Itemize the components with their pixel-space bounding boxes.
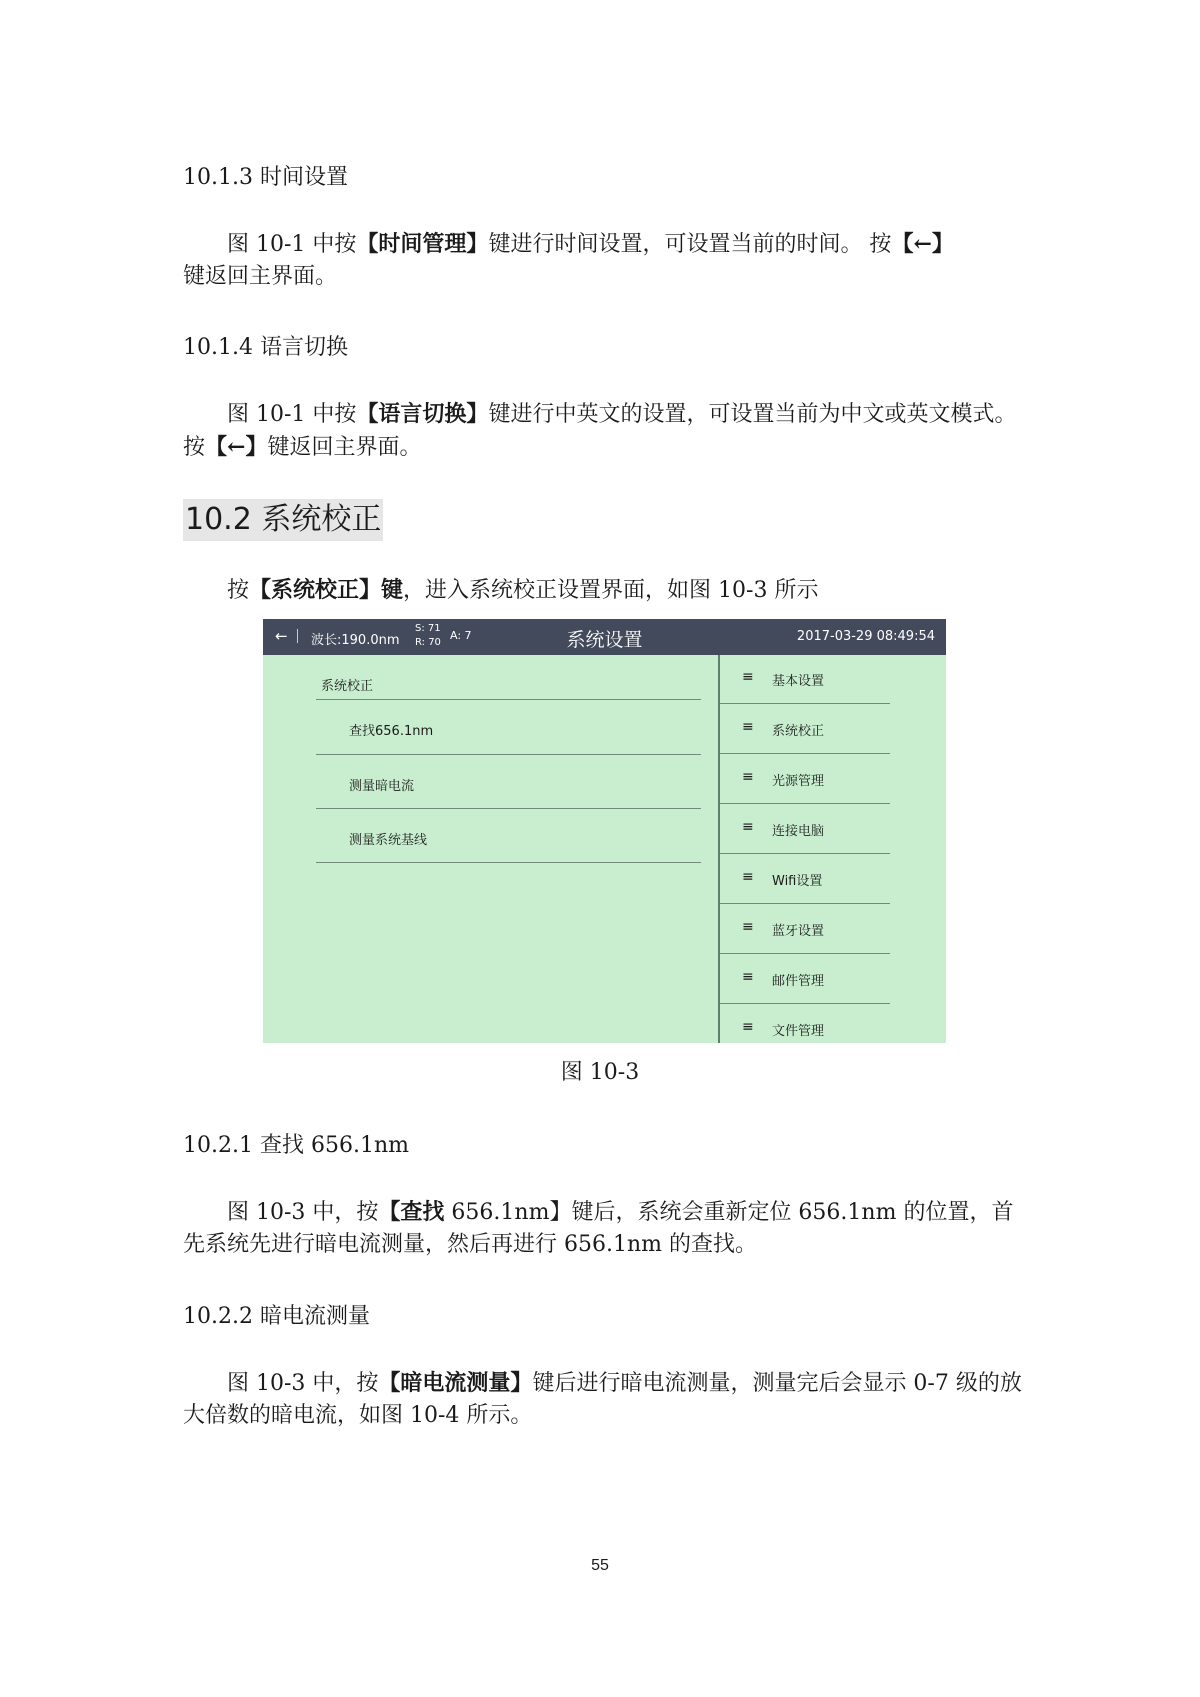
menu-icon: ≡ <box>742 669 754 685</box>
section-heading-10-2-1: 10.2.1 查找 656.1nm <box>183 1133 409 1158</box>
menu-icon: ≡ <box>742 919 754 935</box>
section-heading-10-1-3: 10.1.3 时间设置 <box>183 165 348 190</box>
screen-title: 系统设置 <box>566 629 643 651</box>
option-measure-dark-current[interactable]: 测量暗电流 <box>349 779 415 794</box>
menu-item-wifi[interactable]: ≡ Wifi设置 <box>720 855 890 904</box>
menu-item-bluetooth[interactable]: ≡ 蓝牙设置 <box>720 905 890 954</box>
divider <box>316 699 701 700</box>
signal-readout: S: 71 R: 70 <box>415 623 441 648</box>
back-arrow-icon[interactable]: ← <box>275 627 288 645</box>
paragraph-dark-current: 图 10-3 中，按【暗电流测量】键后进行暗电流测量，测量完后会显示 0-7 级的放大倍数的暗电流，如图 10-4 所示。 <box>183 1370 1022 1428</box>
datetime-readout: 2017-03-29 08:49:54 <box>796 629 935 644</box>
paragraph-find-656nm: 图 10-3 中，按【查找 656.1nm】键后，系统会重新定位 656.1nm 的位置，首先系统先进行暗电流测量，然后再进行 656.1nm 的查找。 <box>183 1199 1014 1257</box>
menu-icon: ≡ <box>742 719 754 735</box>
paragraph-time-setting: 图 10-1 中按【时间管理】键进行时间设置，可设置当前的时间。 按【←】 键返回主界面。 <box>183 231 954 289</box>
divider <box>316 862 701 863</box>
option-find-656nm[interactable]: 查找656.1nm <box>349 724 434 739</box>
calibration-panel-title: 系统校正 <box>321 679 374 694</box>
menu-item-connect-pc[interactable]: ≡ 连接电脑 <box>720 805 890 854</box>
option-measure-baseline[interactable]: 测量系统基线 <box>349 833 428 848</box>
menu-item-mail[interactable]: ≡ 邮件管理 <box>720 955 890 1004</box>
menu-icon: ≡ <box>742 869 754 885</box>
menu-item-basic-settings[interactable]: ≡ 基本设置 <box>720 655 890 704</box>
section-heading-10-2: 10.2 系统校正 <box>183 499 383 541</box>
page-number: 55 <box>591 1557 609 1574</box>
divider <box>316 808 701 809</box>
section-heading-10-1-4: 10.1.4 语言切换 <box>183 335 348 360</box>
menu-item-light-source[interactable]: ≡ 光源管理 <box>720 755 890 804</box>
menu-item-system-calibration[interactable]: ≡ 系统校正 <box>720 705 890 754</box>
wavelength-readout: 波长:190.0nm <box>311 633 400 648</box>
menu-icon: ≡ <box>742 1019 754 1035</box>
divider <box>316 754 701 755</box>
top-bar <box>263 619 946 655</box>
menu-icon: ≡ <box>742 819 754 835</box>
figure-caption: 图 10-3 <box>560 1060 640 1085</box>
paragraph-language-switch: 图 10-1 中按【语言切换】键进行中英文的设置，可设置当前为中文或英文模式。按【←】键返回主界面。 <box>183 401 1017 460</box>
system-settings-screenshot <box>263 619 946 1043</box>
menu-icon: ≡ <box>742 769 754 785</box>
section-heading-10-2-2: 10.2.2 暗电流测量 <box>183 1304 370 1329</box>
menu-icon: ≡ <box>742 969 754 985</box>
absorbance-readout: A: 7 <box>450 629 472 642</box>
menu-item-files[interactable]: ≡ 文件管理 <box>742 1019 825 1039</box>
paragraph-system-calibration: 按【系统校正】键，进入系统校正设置界面，如图 10-3 所示 <box>227 577 819 603</box>
